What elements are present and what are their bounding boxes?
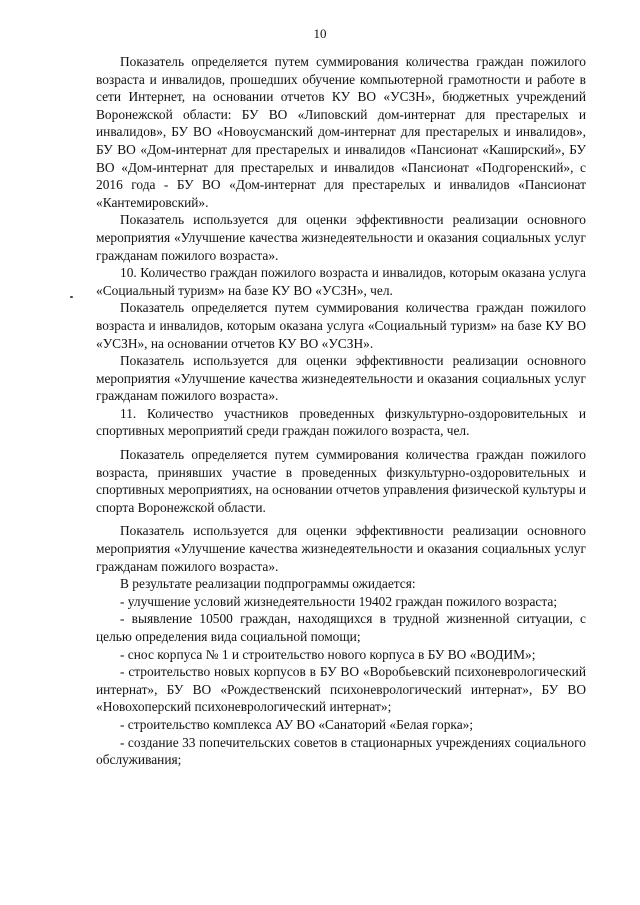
paragraph-indicator-9-method: Показатель определяется путем суммирования количества граждан пожилого возраста и инвалидов, прошедших обучение компьютерной грамотности и работе в сети Интернет, на основании отчетов КУ ВО «УСЗН», бюджетных учреждений Воронежской области: БУ ВО «Липовский дом-интернат для престарелых и инвалидов», БУ ВО «Новоусманский дом-интернат для престарелых и инвалидов», БУ ВО «Дом-интернат для престарелых и инвалидов «Пансионат «Каширский», БУ ВО «Дом-интернат для престарелых и инвалидов «Пансионат «Подгоренский», с 2016 года - БУ ВО «Дом-интернат для престарелых и инвалидов «Пансионат «Кантемировский». bbox=[96, 54, 586, 210]
list-item-trustee-councils: - создание 33 попечительских советов в стационарных учреждениях социального обслуживания; bbox=[96, 734, 586, 768]
paragraph-expected-results-intro: В результате реализации подпрограммы ожидается: bbox=[120, 576, 416, 592]
page-number: 10 bbox=[313, 26, 327, 41]
paragraph-indicator-10-title: 10. Количество граждан пожилого возраста и инвалидов, которым оказана услуга «Социальный туризм» на базе КУ ВО «УСЗН», чел. bbox=[96, 265, 586, 298]
paragraph-indicator-11-method: Показатель определяется путем суммирования количества граждан пожилого возраста, принявших участие в проведенных физкультурно-оздоровительных и спортивных мероприятиях, на основании отчетов управления физической культуры и спорта Воронежской области. bbox=[96, 447, 586, 515]
scan-mark bbox=[70, 296, 73, 298]
list-item-demolition: - снос корпуса № 1 и строительство нового корпуса в БУ ВО «ВОДИМ»; bbox=[120, 646, 536, 662]
paragraph-indicator-10-usage: Показатель используется для оценки эффективности реализации основного мероприятия «Улучшение качества жизнедеятельности и оказания социальных услуг гражданам пожилого возраста». bbox=[96, 353, 586, 404]
list-item-sanatorium: - строительство комплекса АУ ВО «Санаторий «Белая горка»; bbox=[120, 716, 474, 732]
paragraph-indicator-11-title: 11. Количество участников проведенных физкультурно-оздоровительных и спортивных мероприятий среди граждан пожилого возраста, чел. bbox=[96, 405, 586, 439]
paragraph-indicator-11-usage: Показатель используется для оценки эффективности реализации основного мероприятия «Улучшение качества жизнедеятельности и оказания социальных услуг гражданам пожилого возраста». bbox=[96, 523, 586, 574]
list-item-new-buildings: - строительство новых корпусов в БУ ВО «Воробьевский психоневрологический интернат», БУ ВО «Рождественский психоневрологический интернат», БУ ВО «Новохоперский психоневрологический интернат»; bbox=[96, 664, 586, 715]
list-item-living-conditions: - улучшение условий жизнедеятельности 19402 граждан пожилого возраста; bbox=[120, 593, 558, 609]
paragraph-indicator-10-method: Показатель определяется путем суммирования количества граждан пожилого возраста и инвалидов, которым оказана услуга «Социальный туризм» на базе КУ ВО «УСЗН», на основании отчетов КУ ВО «УСЗН». bbox=[96, 300, 586, 351]
list-item-identification: - выявление 10500 граждан, находящихся в трудной жизненной ситуации, с целью определения вида социальной помощи; bbox=[96, 611, 586, 644]
paragraph-indicator-9-usage: Показатель используется для оценки эффективности реализации основного мероприятия «Улучшение качества жизнедеятельности и оказания социальных услуг гражданам пожилого возраста». bbox=[96, 212, 586, 263]
document-body bbox=[96, 53, 586, 769]
